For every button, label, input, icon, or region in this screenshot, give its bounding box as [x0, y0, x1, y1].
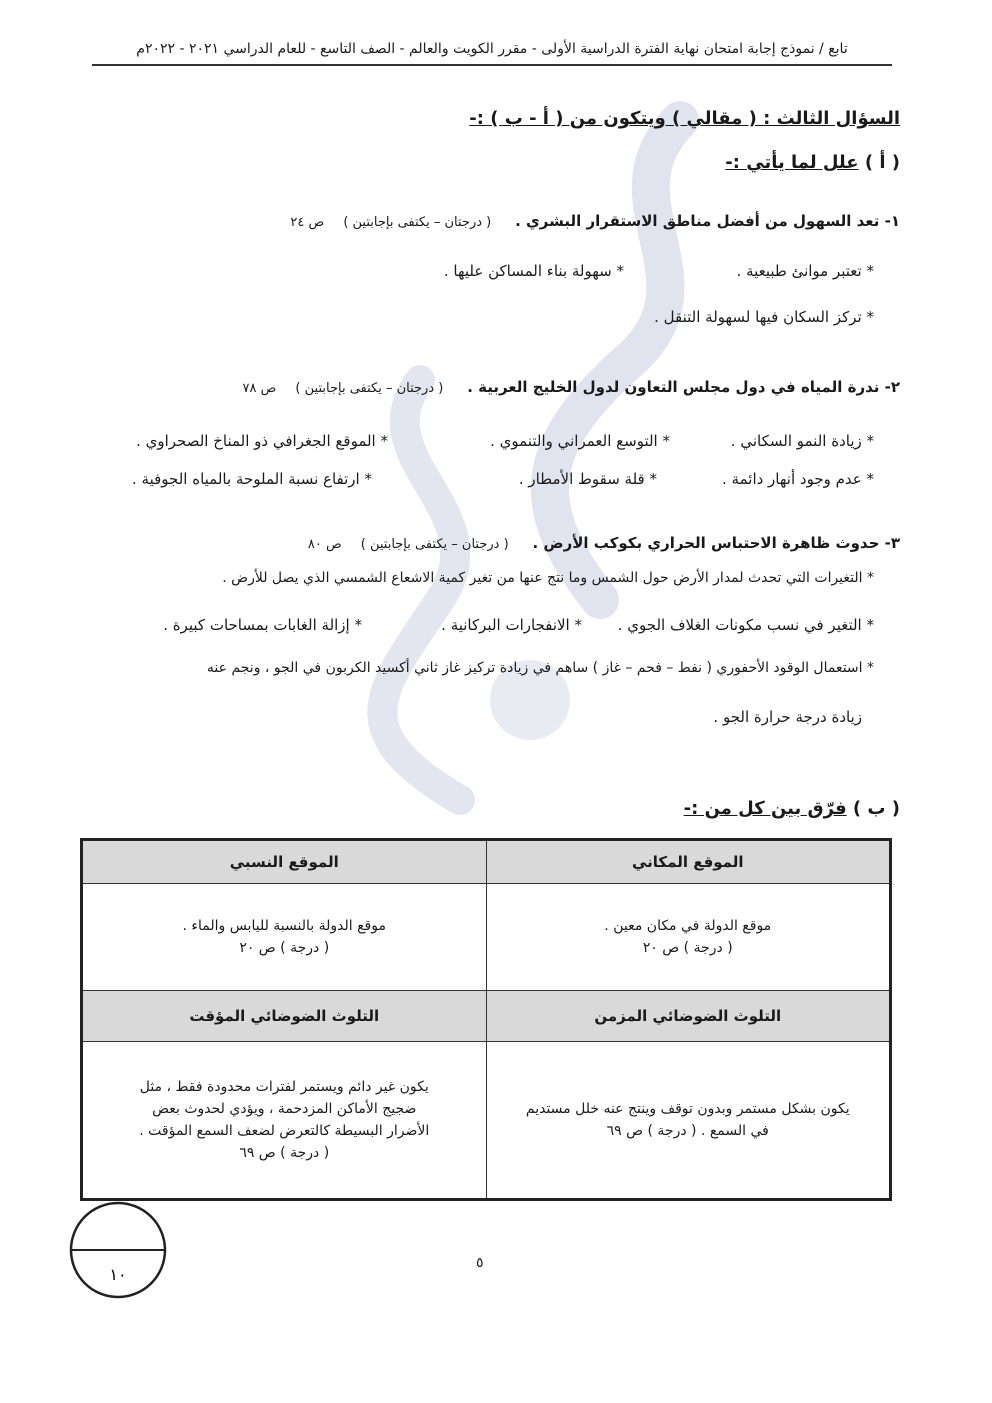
question-3-title: السؤال الثالث : ( مقالي ) ويتكون من ( أ - ب ) :- — [469, 108, 900, 129]
q2-answer-2: * التوسع العمراني والتنموي . — [490, 432, 670, 450]
q1-row — [290, 212, 900, 230]
q1-answer-3: * تركز السكان فيها لسهولة التنقل . — [654, 308, 874, 326]
q2-answer-1: * زيادة النمو السكاني . — [730, 432, 874, 450]
q2-answer-4: * عدم وجود أنهار دائمة . — [722, 470, 874, 488]
q3-answer-4: * إزالة الغابات بمساحات كبيرة . — [163, 616, 362, 634]
q3-note: ( درجتان – يكتفى بإجابتين ) — [360, 537, 509, 552]
q2-answer-5: * قلة سقوط الأمطار . — [518, 470, 657, 488]
cell-grade: ( درجة ) ص ٦٩ — [239, 1145, 330, 1161]
cell-grade: ( درجة ) ص ٢٠ — [642, 940, 733, 956]
comparison-table — [80, 838, 892, 1201]
header-chronic-noise: التلوث الضوضائي المزمن — [486, 991, 891, 1042]
q2-answer-3: * الموقع الجغرافي ذو المناخ الصحراوي . — [136, 432, 388, 450]
part-a-heading: علل لما يأتي :- — [725, 152, 859, 173]
cell-text: يكون غير دائم ويستمر لفترات محدودة فقط ، مثل — [139, 1079, 429, 1095]
cell-spatial-location — [486, 884, 891, 991]
q3-row — [308, 534, 900, 552]
cell-chronic-noise — [486, 1042, 891, 1200]
header-spatial-location: الموقع المكاني — [486, 840, 891, 884]
table-header-row-2 — [82, 991, 891, 1042]
cell-text: الأضرار البسيطة كالتعرض لضعف السمع المؤقت . — [139, 1123, 430, 1139]
q1-text: ١- تعد السهول من أفضل مناطق الاستقرار البشري . — [515, 212, 900, 230]
q1-answer-1: * تعتبر موانئ طبيعية . — [736, 262, 874, 280]
q3-answer-2: * التغير في نسب مكونات الغلاف الجوي . — [617, 616, 874, 634]
page-header: تابع / نموذج إجابة امتحان نهاية الفترة الدراسية الأولى - مقرر الكويت والعالم - الصف التاسع - للعام الدراسي ٢٠٢١ - ٢٠٢٢م — [92, 38, 892, 66]
cell-text: يكون بشكل مستمر وبدون توقف وينتج عنه خلل مستديم — [525, 1101, 850, 1117]
table-header-row-1 — [82, 840, 891, 884]
q3-text: ٣- حدوث ظاهرة الاحتباس الحراري بكوكب الأرض . — [532, 534, 900, 552]
cell-grade: ( درجة ) ص ٢٠ — [239, 940, 330, 956]
table-row — [82, 1042, 891, 1200]
q3-answer-5: * استعمال الوقود الأحفوري ( نفط – فحم – غاز ) ساهم في زيادة تركيز غاز ثاني أكسيد الكربون في الجو ، ونجم عنه — [206, 660, 874, 676]
score-circle — [68, 1200, 168, 1300]
cell-relative-location — [82, 884, 487, 991]
q1-note: ( درجتان – يكتفى بإجابتين ) — [343, 215, 492, 230]
cell-text: موقع الدولة في مكان معين . — [604, 918, 772, 934]
cell-text: في السمع . ( درجة ) ص ٦٩ — [606, 1123, 769, 1139]
q2-answer-6: * ارتفاع نسبة الملوحة بالمياه الجوفية . — [132, 470, 372, 488]
q2-row — [243, 378, 900, 396]
q3-answer-3: * الانفجارات البركانية . — [441, 616, 582, 634]
q1-page: ص ٢٤ — [290, 215, 325, 230]
cell-text: موقع الدولة بالنسبة لليابس والماء . — [182, 918, 386, 934]
q2-text: ٢- ندرة المياه في دول مجلس التعاون لدول الخليج العربية . — [467, 378, 900, 396]
part-b-label: ( ب ) — [852, 798, 900, 819]
part-b-title — [684, 798, 900, 819]
watermark — [300, 80, 760, 840]
score-value: ١٠ — [109, 1265, 127, 1284]
part-a-label: ( أ ) — [864, 152, 900, 173]
part-a-title — [725, 152, 900, 173]
table-row — [82, 884, 891, 991]
q3-answer-1: * التغيرات التي تحدث لمدار الأرض حول الشمس وما نتج عنها من تغير كمية الاشعاع الشمسي الذي يصل للأرض . — [222, 570, 874, 586]
page-number: ٥ — [476, 1255, 484, 1271]
cell-temporary-noise — [82, 1042, 487, 1200]
q3-page: ص ٨٠ — [307, 537, 342, 552]
part-b-heading: فرّق بين كل من :- — [683, 798, 847, 819]
q2-page: ص ٧٨ — [242, 381, 277, 396]
header-relative-location: الموقع النسبي — [82, 840, 487, 884]
q3-answer-6: زيادة درجة حرارة الجو . — [713, 708, 862, 726]
q1-answer-2: * سهولة بناء المساكن عليها . — [443, 262, 624, 280]
header-temporary-noise: التلوث الضوضائي المؤقت — [82, 991, 487, 1042]
q2-note: ( درجتان – يكتفى بإجابتين ) — [295, 381, 444, 396]
cell-text: ضجيج الأماكن المزدحمة ، ويؤدي لحدوث بعض — [152, 1101, 417, 1117]
